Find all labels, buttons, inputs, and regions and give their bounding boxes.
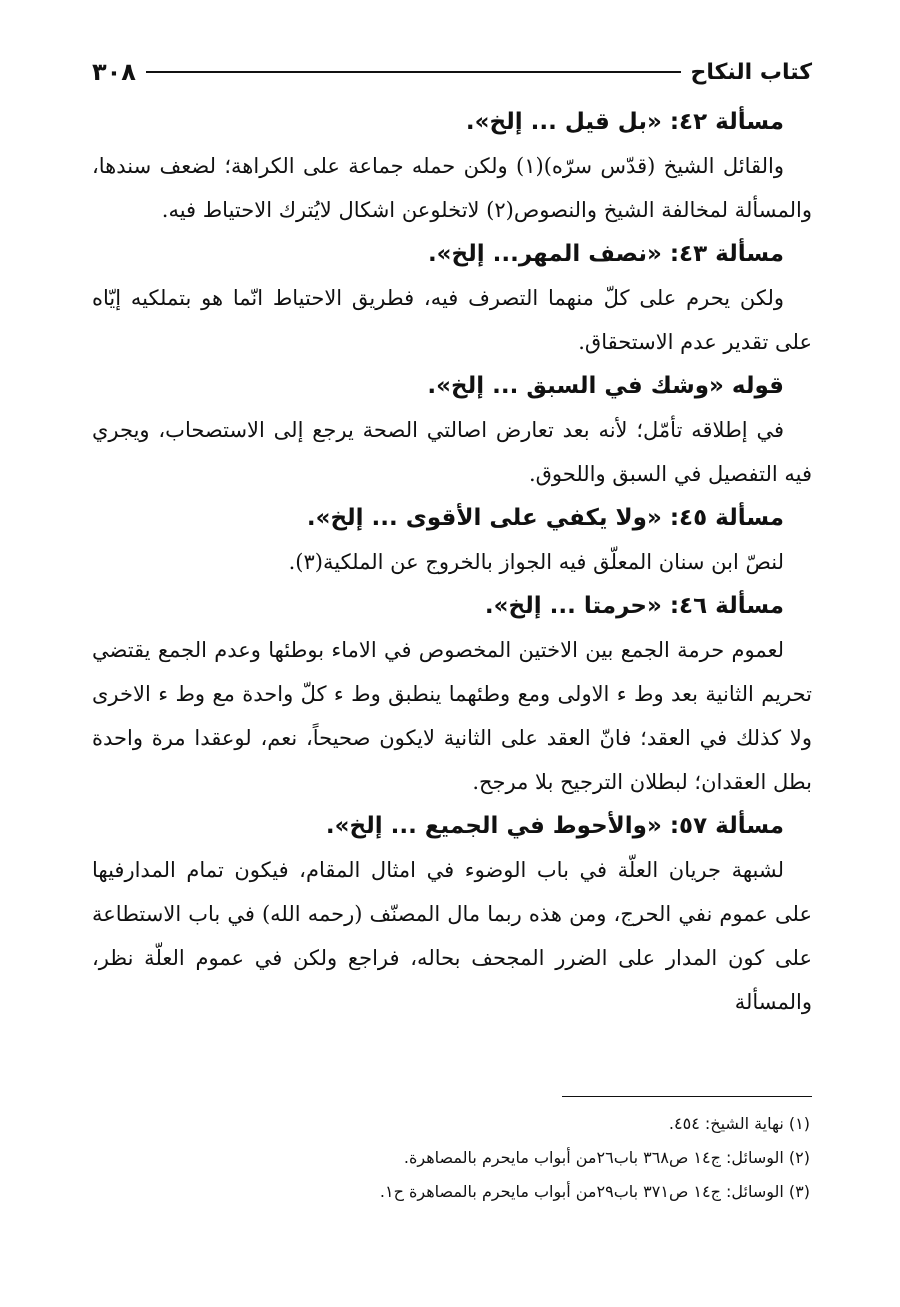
footnote: (٢) الوسائل: ج١٤ ص٣٦٨ باب٢٦من أبواب مايحرم بالمصاهرة. <box>403 1148 810 1167</box>
page-header <box>92 52 812 92</box>
footnotes <box>92 1096 812 1209</box>
paragraph: والقائل الشيخ (قدّس سرّه)(١) ولكن حمله جماعة على الكراهة؛ لضعف سندها، والمسألة لمخالفة الشيخ والنصوص(٢) لاتخلوعن اشكال لايُترك الاحتياط فيه. <box>92 154 812 222</box>
section-heading: مسألة ٥٧: «والأحوط في الجميع ... إلخ». <box>325 813 784 839</box>
page-number: ٣٠٨ <box>92 58 136 86</box>
section-heading: قوله «وشك في السبق ... إلخ». <box>427 373 784 399</box>
section-heading: مسألة ٤٦: «حرمتا ... إلخ». <box>484 593 784 619</box>
section-heading: مسألة ٤٢: «بل قيل ... إلخ». <box>465 109 784 135</box>
paragraph: لعموم حرمة الجمع بين الاختين المخصوص في الاماء بوطئها وعدم الجمع يقتضي تحريم الثانية بعد وط ء الاولى ومع وطئهما ينطبق وط ء كلّ واحدة مع وط ء الاخرى ولا كذلك في العقد؛ فانّ العقد على الثانية لايكون صحيحاً، نعم، لوعقدا مرة واحدة بطل العقدان؛ لبطلان الترجيح بلا مرجح. <box>92 638 812 794</box>
footnote-rule <box>562 1096 812 1097</box>
footnote: (٣) الوسائل: ج١٤ ص٣٧١ باب٢٩من أبواب مايحرم بالمصاهرة ح١. <box>379 1182 810 1201</box>
header-rule <box>146 71 681 73</box>
section-heading: مسألة ٤٣: «نصف المهر... إلخ». <box>427 241 784 267</box>
paragraph: ولكن يحرم على كلّ منهما التصرف فيه، فطريق الاحتياط انّما هو بتملكيه إيّاه على تقدير عدم الاستحقاق. <box>92 286 812 354</box>
page-body <box>92 100 812 1024</box>
section-heading: مسألة ٤٥: «ولا يكفي على الأقوى ... إلخ». <box>306 505 784 531</box>
paragraph: لشبهة جريان العلّة في باب الوضوء في امثال المقام، فيكون تمام المدارفيها على عموم نفي الحرج، ومن هذه ربما مال المصنّف (رحمه الله) في باب الاستطاعة على كون المدار على الضرر المجحف بحاله، فراجع ولكن في عموم العلّة نظر، والمسألة <box>92 858 812 1014</box>
paragraph: في إطلاقه تأمّل؛ لأنه بعد تعارض اصالتي الصحة يرجع إلى الاستصحاب، ويجري فيه التفصيل في السبق واللحوق. <box>92 418 812 486</box>
footnote: (١) نهاية الشيخ: ٤٥٤. <box>668 1114 810 1133</box>
book-title: كتاب النكاح <box>690 59 812 85</box>
paragraph: لنصّ ابن سنان المعلّق فيه الجواز بالخروج عن الملكية(٣). <box>288 550 784 574</box>
